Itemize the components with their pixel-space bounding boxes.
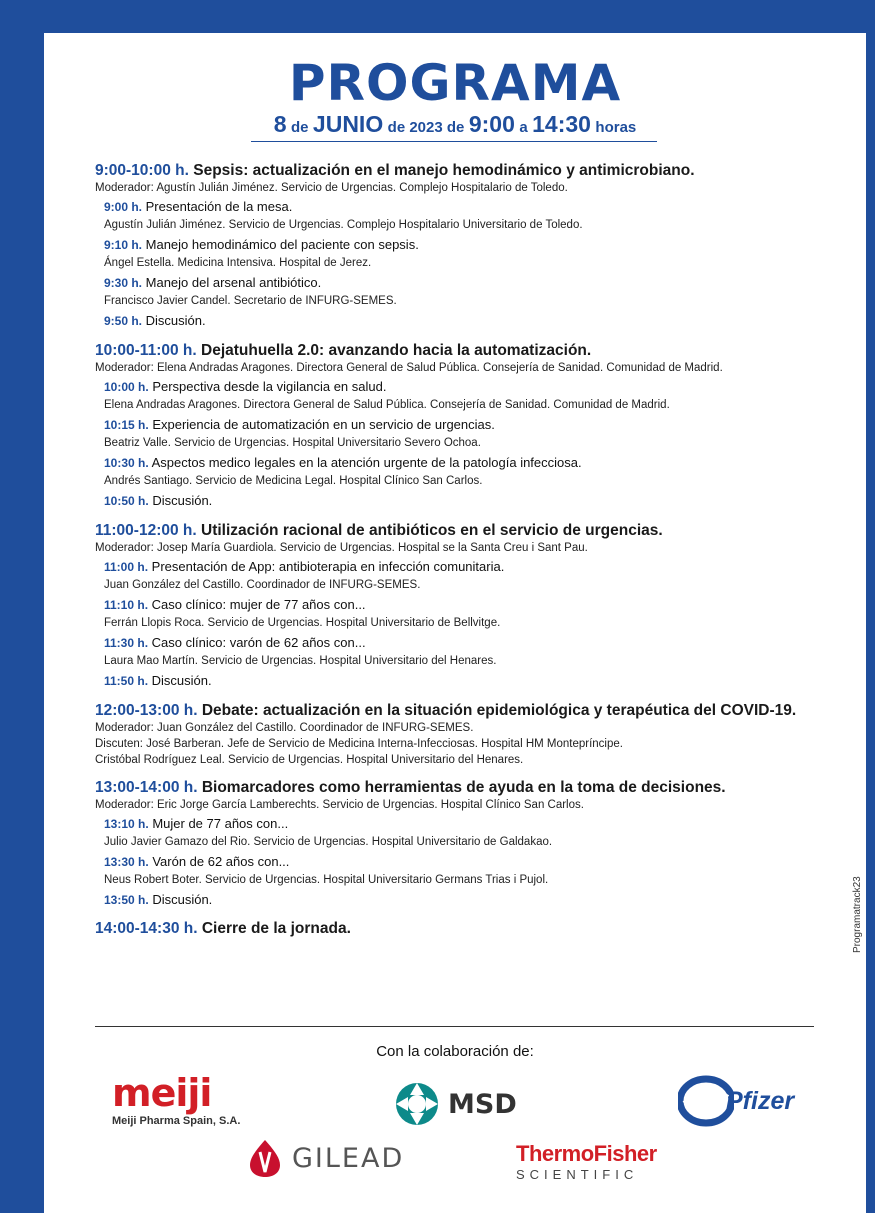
session-moderator-line: Moderador: Juan González del Castillo. Coordinador de INFURG-SEMES.: [95, 722, 474, 734]
talk-header: [104, 671, 855, 691]
date-de: de: [290, 119, 309, 136]
meiji-logo: [112, 1071, 240, 1127]
talk-list: [95, 197, 855, 331]
session-time: 11:00-12:00 h.: [95, 522, 197, 539]
footer-divider: [95, 1026, 814, 1027]
talk-time: 10:50 h.: [104, 494, 149, 508]
talk-title: Caso clínico: varón de 62 años con...: [151, 635, 366, 650]
collaboration-label: Con la colaboración de:: [376, 1043, 534, 1060]
talk-speaker: Andrés Santiago. Servicio de Medicina Legal. Hospital Clínico San Carlos.: [104, 475, 483, 487]
talk-header: [104, 557, 855, 577]
talk-time: 11:50 h.: [104, 674, 149, 688]
talk-header: [104, 491, 855, 511]
session-title: Debate: actualización en la situación epidemiológica y terapéutica del COVID-19.: [201, 702, 797, 719]
talk-time: 11:10 h.: [104, 598, 149, 612]
pfizer-wordmark: Pfizer: [726, 1086, 795, 1115]
closing-title: Cierre de la jornada.: [201, 920, 351, 937]
session-block: [95, 778, 855, 910]
talk-time: 11:00 h.: [104, 560, 149, 574]
talk-item: [104, 235, 855, 271]
talk-title: Varón de 62 años con...: [152, 854, 290, 869]
date-horas: horas: [595, 119, 637, 136]
talk-header: [104, 814, 855, 834]
talk-time: 10:00 h.: [104, 380, 149, 394]
talk-time: 13:50 h.: [104, 893, 149, 907]
talk-list: [95, 377, 855, 511]
talk-title: Caso clínico: mujer de 77 años con...: [151, 597, 366, 612]
talk-item: [104, 671, 855, 691]
date-start: 9:00: [468, 111, 515, 137]
meiji-wordmark: meiji: [112, 1071, 212, 1115]
talk-item: [104, 633, 855, 669]
session-block: [95, 161, 855, 331]
talk-speaker: Francisco Javier Candel. Secretario de INFURG-SEMES.: [104, 295, 397, 307]
talk-title: Mujer de 77 años con...: [152, 816, 289, 831]
session-time: 13:00-14:00 h.: [95, 779, 198, 796]
date-month: JUNIO: [312, 111, 384, 137]
session-moderator-line: Moderador: Elena Andradas Aragones. Directora General de Salud Pública. Consejería de Sanidad. Comunidad de Madrid.: [95, 362, 723, 374]
talk-title: Manejo hemodinámico del paciente con sepsis.: [145, 237, 419, 252]
talk-time: 10:30 h.: [104, 456, 149, 470]
talk-item: [104, 852, 855, 888]
talk-item: [104, 377, 855, 413]
talk-speaker: Juan González del Castillo. Coordinador de INFURG-SEMES.: [104, 579, 421, 591]
side-code: Programatrack23: [852, 876, 863, 953]
talk-title: Presentación de App: antibioterapia en infección comunitaria.: [151, 559, 505, 574]
session-block: [95, 521, 855, 691]
talk-time: 9:10 h.: [104, 238, 143, 252]
thermofisher-subtitle: SCIENTIFIC: [516, 1167, 639, 1182]
talk-title: Manejo del arsenal antibiótico.: [145, 275, 322, 290]
thermofisher-logo: [516, 1141, 657, 1182]
session-time: 10:00-11:00 h.: [95, 342, 197, 359]
event-date: [44, 111, 866, 141]
talk-title: Perspectiva desde la vigilancia en salud.: [152, 379, 387, 394]
session-block: [95, 701, 855, 768]
session-moderator-line: Moderador: Josep María Guardiola. Servicio de Urgencias. Hospital se la Santa Creu i Sant Pau.: [95, 542, 588, 554]
session-block: [95, 341, 855, 511]
session-moderator-line: Moderador: Agustín Julián Jiménez. Servicio de Urgencias. Complejo Hospitalario de Toledo.: [95, 182, 568, 194]
talk-list: [95, 814, 855, 910]
talk-item: [104, 197, 855, 233]
session-moderator-line: Moderador: Eric Jorge García Lamberechts. Servicio de Urgencias. Hospital Clínico San Carlos.: [95, 799, 584, 811]
date-a: a: [519, 119, 528, 136]
talk-header: [104, 235, 855, 255]
closing-time: 14:00-14:30 h.: [95, 920, 198, 937]
session-title: Biomarcadores como herramientas de ayuda en la toma de decisiones.: [201, 779, 726, 796]
talk-speaker: Ferrán Llopis Roca. Servicio de Urgencias. Hospital Universitario de Bellvitge.: [104, 617, 501, 629]
talk-item: [104, 415, 855, 451]
gilead-icon: [248, 1138, 282, 1178]
talk-list: [95, 557, 855, 691]
talk-speaker: Elena Andradas Aragones. Directora General de Salud Pública. Consejería de Sanidad. Comunidad de Madrid.: [104, 399, 670, 411]
session-title: Dejatuhuella 2.0: avanzando hacia la automatización.: [201, 342, 592, 359]
msd-wordmark: MSD: [448, 1088, 517, 1120]
meiji-subtitle: Meiji Pharma Spain, S.A.: [112, 1115, 241, 1127]
gilead-wordmark: GILEAD: [292, 1142, 405, 1174]
talk-item: [104, 595, 855, 631]
pfizer-logo: [678, 1073, 794, 1129]
session-header: [95, 341, 855, 360]
talk-speaker: Neus Robert Boter. Servicio de Urgencias. Hospital Universitario Germans Trias i Pujol.: [104, 874, 549, 886]
thermofisher-wordmark: ThermoFisher: [516, 1141, 657, 1166]
session-moderator-line: Discuten: José Barberan. Jefe de Servicio de Medicina Interna-Infecciosas. Hospital HM Montepríncipe.: [95, 738, 623, 750]
talk-speaker: Ángel Estella. Medicina Intensiva. Hospital de Jerez.: [104, 257, 372, 269]
talk-title: Discusión.: [145, 313, 206, 328]
talk-header: [104, 273, 855, 293]
session-header: [95, 778, 855, 797]
talk-item: [104, 890, 855, 910]
talk-title: Discusión.: [151, 673, 212, 688]
talk-item: [104, 311, 855, 331]
closing-line: [95, 920, 855, 938]
talk-time: 11:30 h.: [104, 636, 149, 650]
msd-icon: [394, 1081, 440, 1127]
date-year: de 2023 de: [387, 119, 465, 136]
msd-logo: [394, 1081, 517, 1127]
talk-title: Aspectos medico legales en la atención urgente de la patología infecciosa.: [151, 455, 582, 470]
talk-header: [104, 453, 855, 473]
session-title: Sepsis: actualización en el manejo hemodinámico y antimicrobiano.: [193, 162, 695, 179]
talk-header: [104, 852, 855, 872]
talk-header: [104, 890, 855, 910]
talk-header: [104, 377, 855, 397]
talk-header: [104, 595, 855, 615]
session-time: 12:00-13:00 h.: [95, 702, 198, 719]
talk-speaker: Laura Mao Martín. Servicio de Urgencias. Hospital Universitario del Henares.: [104, 655, 497, 667]
talk-item: [104, 557, 855, 593]
talk-time: 9:30 h.: [104, 276, 143, 290]
talk-item: [104, 491, 855, 511]
talk-speaker: Beatriz Valle. Servicio de Urgencias. Hospital Universitario Severo Ochoa.: [104, 437, 481, 449]
talk-speaker: Agustín Julián Jiménez. Servicio de Urgencias. Complejo Hospitalario Universitario de Toledo.: [104, 219, 583, 231]
program-schedule: [95, 161, 855, 938]
talk-title: Presentación de la mesa.: [145, 199, 293, 214]
session-moderator-line: Cristóbal Rodríguez Leal. Servicio de Urgencias. Hospital Universitario del Henares.: [95, 754, 524, 766]
gilead-logo: [248, 1138, 404, 1178]
talk-title: Discusión.: [152, 493, 213, 508]
session-header: [95, 521, 855, 540]
talk-time: 13:10 h.: [104, 817, 149, 831]
talk-item: [104, 273, 855, 309]
talk-item: [104, 453, 855, 489]
talk-header: [104, 197, 855, 217]
session-title: Utilización racional de antibióticos en el servicio de urgencias.: [201, 522, 663, 539]
talk-time: 13:30 h.: [104, 855, 149, 869]
talk-time: 9:00 h.: [104, 200, 143, 214]
program-page: [44, 33, 866, 1213]
session-time: 9:00-10:00 h.: [95, 162, 189, 179]
session-header: [95, 161, 855, 180]
date-day: 8: [273, 111, 287, 137]
talk-time: 10:15 h.: [104, 418, 149, 432]
title-underline: [251, 141, 657, 142]
page-title: PROGRAMA: [288, 54, 622, 112]
talk-header: [104, 633, 855, 653]
talk-speaker: Julio Javier Gamazo del Rio. Servicio de Urgencias. Hospital Universitario de Galdakao.: [104, 836, 553, 848]
talk-title: Discusión.: [152, 892, 213, 907]
talk-title: Experiencia de automatización en un servicio de urgencias.: [152, 417, 495, 432]
talk-header: [104, 415, 855, 435]
date-end: 14:30: [532, 111, 591, 137]
session-header: [95, 701, 855, 720]
talk-time: 9:50 h.: [104, 314, 143, 328]
talk-header: [104, 311, 855, 331]
talk-item: [104, 814, 855, 850]
